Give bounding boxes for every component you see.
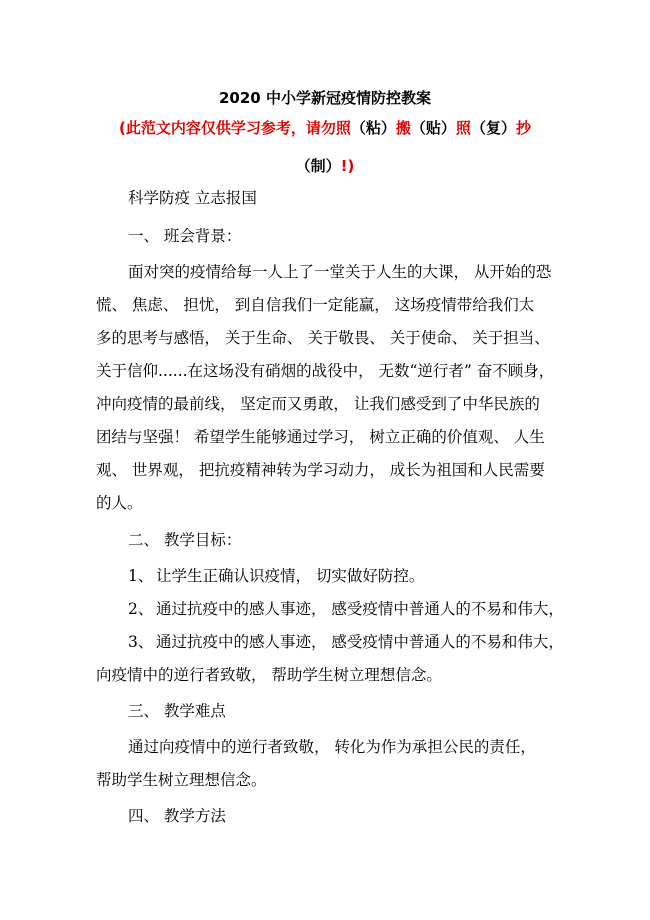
document-title: 2020 中小学新冠疫情防控教案 [219, 89, 431, 107]
objective-number: 3、 [128, 633, 154, 651]
paragraph-line: 面对突的疫情给每一人上了一堂关于人生的大课， 从开始的恐 [128, 263, 552, 281]
objective-text: 通过抗疫中的感人事迹， 感受疫情中普通人的不易和伟大， [156, 600, 564, 618]
section-heading-background: 一、 班会背景： [128, 227, 242, 245]
copy-notice-line-1 [0, 118, 650, 138]
subtitle: 科学防疫 立志报国 [128, 189, 257, 207]
paragraph-line: 慌、 焦虑、 担忧， 到自信我们一定能赢， 这场疫情带给我们太 [96, 296, 535, 314]
paragraph-line: 观、 世界观， 把抗疫精神转为学习动力， 成长为祖国和人民需要 [96, 461, 545, 479]
notice-part: （制） [295, 157, 341, 175]
objective-item [128, 599, 564, 619]
notice-part: （贴） [410, 119, 456, 137]
paragraph-line: 帮助学生树立理想信念。 [96, 771, 267, 789]
section-heading-difficulty: 三、 教学难点 [128, 702, 226, 720]
paragraph-line: 多的思考与感悟， 关于生命、 关于敬畏、 关于使命、 关于担当、 [96, 329, 550, 347]
objective-item [128, 566, 424, 586]
objective-number: 2、 [128, 600, 154, 618]
objective-item [128, 632, 564, 652]
notice-part: !) [340, 157, 355, 175]
section-heading-methods: 四、 教学方法 [128, 807, 226, 825]
objective-text: 通过抗疫中的感人事迹， 感受疫情中普通人的不易和伟大， [156, 633, 564, 651]
paragraph-line: 关于信仰......在这场没有硝烟的战役中， 无数“逆行者” 奋不顾身， [96, 362, 555, 380]
objective-number: 1、 [128, 567, 154, 585]
notice-part: (此范文内容仅供学习参考，请勿照 [119, 119, 351, 137]
paragraph-line: 冲向疫情的最前线， 坚定而又勇敢， 让我们感受到了中华民族的 [96, 395, 540, 413]
notice-part: （复） [470, 119, 516, 137]
objective-text: 让学生正确认识疫情， 切实做好防控。 [156, 567, 425, 585]
objective-item-continuation: 向疫情中的逆行者致敬， 帮助学生树立理想信念。 [96, 666, 442, 684]
copy-notice-line-2 [0, 156, 650, 176]
notice-part: 抄 [515, 119, 531, 137]
paragraph-line: 通过向疫情中的逆行者致敬， 转化为作为承担公民的责任， [128, 738, 536, 756]
paragraph-line: 团结与坚强！ 希望学生能够通过学习， 树立正确的价值观、 人生 [96, 428, 545, 446]
notice-part: 照 [455, 119, 471, 137]
notice-part: （粘） [350, 119, 396, 137]
section-heading-objectives: 二、 教学目标： [128, 531, 242, 549]
notice-part: 搬 [395, 119, 411, 137]
paragraph-line: 的人。 [96, 494, 143, 512]
